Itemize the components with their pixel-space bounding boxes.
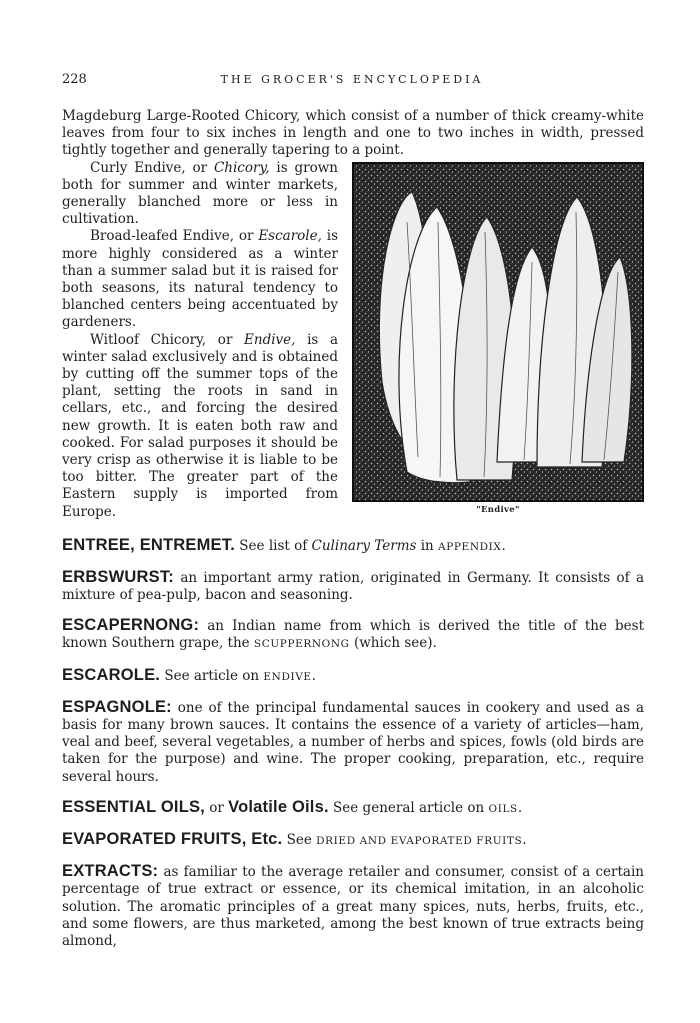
endive-figure [352,162,644,518]
entry-heading: ERBSWURST: [62,567,174,586]
cross-reference: DRIED AND EVAPORATED FRUITS [316,835,523,848]
italic-term: Chicory, [213,159,270,176]
text-run: Curly Endive, or [90,159,214,176]
entry-escapernong [62,617,644,653]
page-number: 228 [62,72,87,87]
intro-paragraph: Magdeburg Large-Rooted Chicory, which consist of a number of thick creamy-white leaves from four to six inches in length and one to two inches in width, pressed tightly together and generally tapering to a point. [62,108,644,159]
entry-essential-oils [62,799,644,818]
entry-heading: Volatile Oils. [228,797,329,816]
cross-reference: SCUPPERNONG [253,638,350,651]
entry-heading: ESSENTIAL OILS, [62,797,205,816]
running-head: THE GROCER'S ENCYCLOPEDIA [220,73,484,86]
text-run: See [282,832,317,849]
text-run: . [501,537,506,554]
entry-extracts [62,863,644,950]
entry-heading: EXTRACTS: [62,862,159,881]
text-run: . [522,832,527,849]
entry-heading: ENTREE, ENTREMET. [62,535,236,554]
text-run: an Indian name from which is derived the title of the best known Southern grape, the [62,618,644,652]
italic-term: Endive, [244,331,296,348]
text-run: (which see). [349,635,437,652]
entry-entree [62,537,644,556]
text-run: an important army ration, originated in Germany. It consists of a mixture of pea-pulp, bacon and seasoning. [62,569,644,604]
entry-heading: ESCAROLE. [62,665,161,684]
cross-reference: ENDIVE [263,670,312,683]
cross-reference: OILS [488,802,518,815]
entry-escarole [62,667,644,686]
text-run: as familiar to the average retailer and consumer, consist of a certain percentage of true extract or essence, or its chemical imitation, in an alcoholic solution. The aromatic principles of a great many spices, nuts, herbs, fruits, etc., and some flowers, are thus marketed, among the best known of true extracts being almond, [62,864,644,950]
text-run: is grown both for summer and winter markets, generally blanched more or less in cultivation. [62,159,338,228]
text-run: See article on [160,667,264,684]
text-run: Broad-leafed Endive, or [90,228,259,245]
entry-espagnole [62,699,644,786]
entry-heading: ESCAPERNONG: [62,616,200,635]
italic-term: Culinary Terms [311,537,417,554]
entry-heading: ESPAGNOLE: [62,697,172,716]
italic-term: Escarole, [258,228,322,245]
endive-illustration [352,162,644,502]
text-run: one of the principal fundamental sauces in cookery and used as a basis for many brown sauces. It contains the essence of a variety of articles—ham, veal and beef, several vegetables, a number of herbs and spices, fowls (old birds are taken for the purpose) and wine. The proper cooking, preparation, etc., require several hours. [62,699,644,785]
endive-section [62,160,644,524]
figure-caption: "Endive" [476,504,520,515]
text-run: is more highly considered as a winter than a summer salad but it is raised for both seasons, its natural tendency to blanched centers being accentuated by gardeners. [62,228,338,331]
page-body [62,108,644,950]
text-run: . [311,667,316,684]
page-header [62,72,642,92]
text-run: is a winter salad exclusively and is obtained by cutting off the summer tops of the plant, setting the roots in sand in cellars, etc., and forcing the desired new growth. It is eaten both raw and cooked. For salad purposes it should be very crisp as otherwise it is liable to be too bitter. The greater part of the Eastern supply is imported from Europe. [62,331,338,520]
entry-erbswurst [62,569,644,604]
entry-heading: EVAPORATED FRUITS, Etc. [62,830,283,849]
text-run: or [204,799,229,816]
cross-reference: APPENDIX [438,540,502,553]
text-run: Witloof Chicory, or [90,331,245,348]
text-run: See list of [235,537,312,554]
text-run: See general article on [328,799,489,816]
text-run: . [517,799,523,816]
entry-evaporated-fruits [62,831,644,850]
text-run: in [416,537,439,554]
